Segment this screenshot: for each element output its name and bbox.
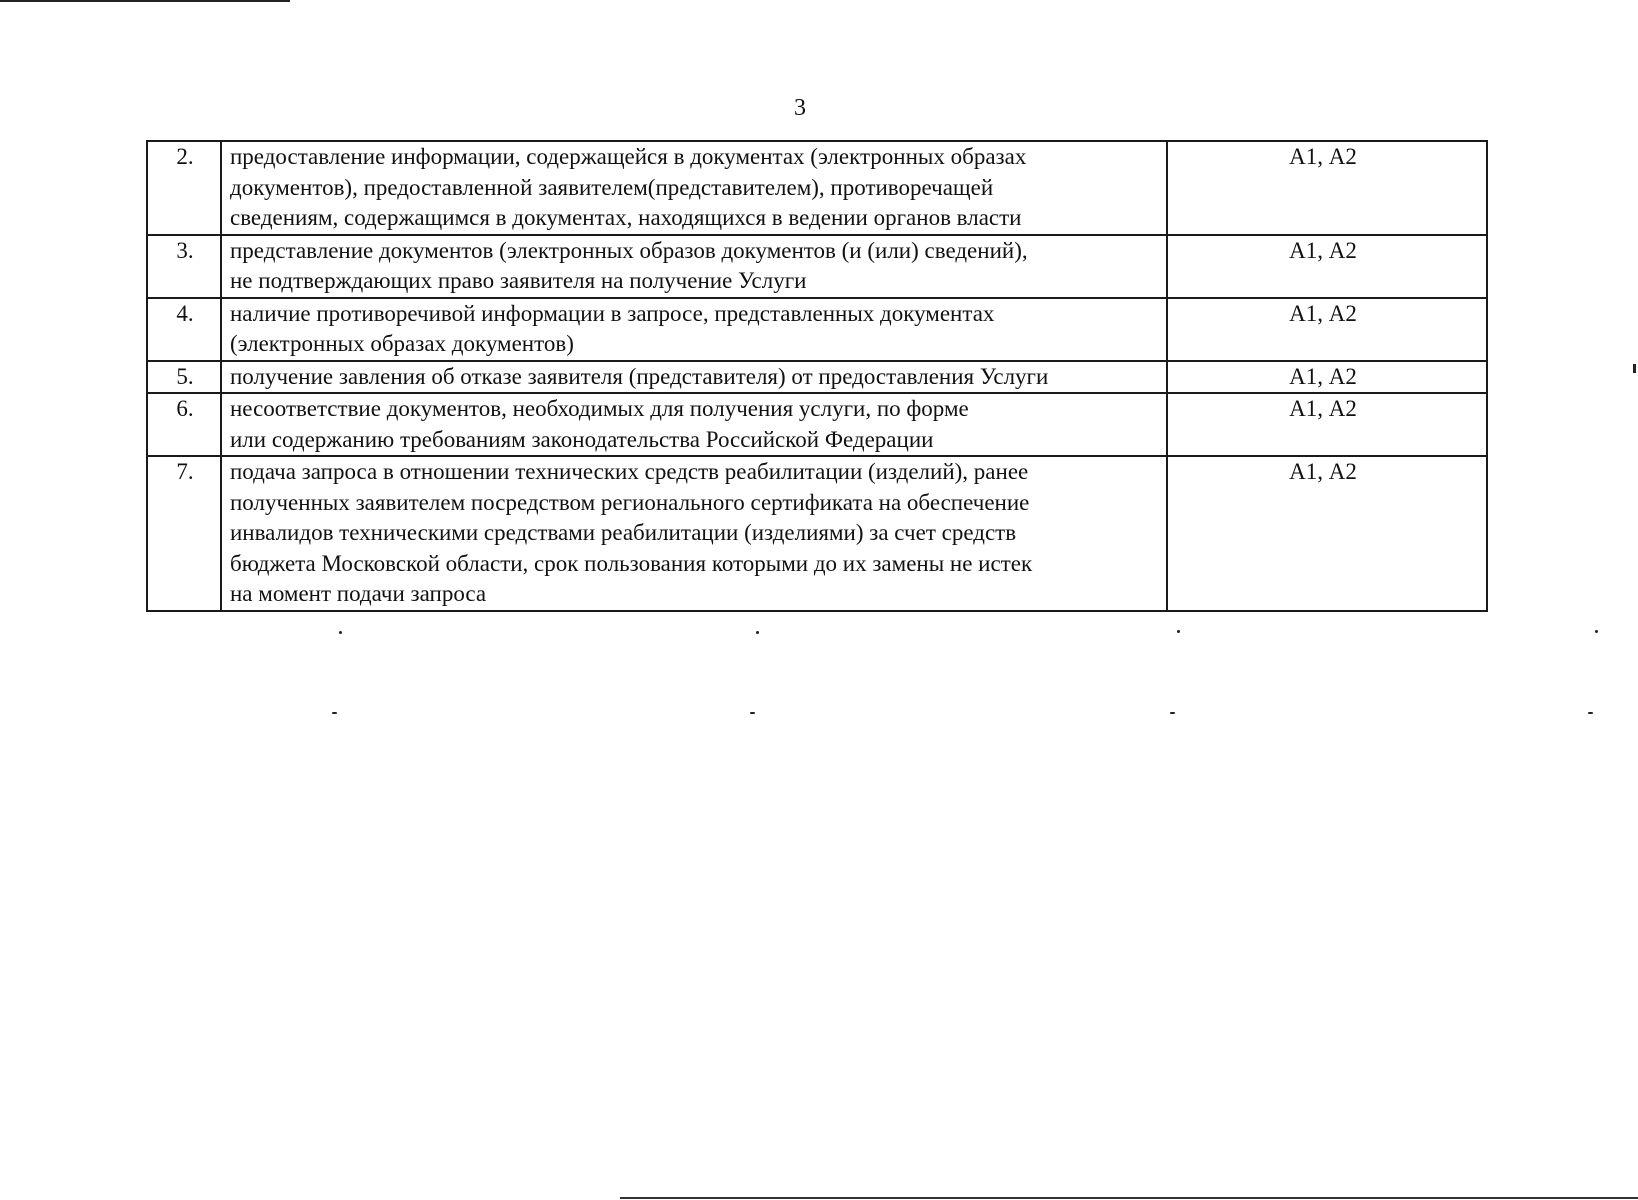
scan-speck [1595, 630, 1598, 633]
scan-speck [332, 712, 337, 714]
codes-text: А1, А2 [1289, 144, 1357, 169]
codes-text: А1, А2 [1289, 237, 1357, 263]
description-line: несоответствие документов, необходимых для получения услуги, по форме [230, 396, 969, 421]
description-line: предоставление информации, содержащейся в документах (электронных образах [230, 144, 1027, 169]
description-line: на момент подачи запроса [230, 581, 487, 606]
description-line: (электронных образах документов) [230, 331, 574, 356]
row-description [221, 235, 1167, 298]
row-number: 6. [147, 393, 221, 456]
table-row [147, 141, 1487, 235]
row-number: 4. [147, 298, 221, 361]
row-description [221, 393, 1167, 456]
description-line: представление документов (электронных образов документов (и (или) сведений), [230, 237, 1028, 263]
row-codes [1167, 235, 1487, 298]
row-codes [1167, 456, 1487, 611]
description-line: полученных заявителем посредством регионального сертификата на обеспечение [230, 489, 1030, 515]
row-codes [1167, 361, 1487, 394]
scan-speck [339, 631, 342, 634]
row-description [221, 361, 1167, 394]
scan-speck [750, 712, 755, 714]
table-row [147, 235, 1487, 298]
row-codes [1167, 393, 1487, 456]
table-row [147, 298, 1487, 361]
scan-top-rule [0, 0, 290, 2]
scan-bottom-rule [620, 1197, 1638, 1199]
scan-speck [756, 631, 759, 634]
row-number: 3. [147, 235, 221, 298]
scan-speck [1177, 630, 1180, 633]
table-row [147, 456, 1487, 611]
page-number: 3 [794, 95, 806, 121]
description-line: сведениям, содержащимся в документах, находящихся в ведении органов власти [230, 205, 1022, 230]
description-line: наличие противоречивой информации в запросе, представленных документах [230, 300, 995, 326]
scan-edge-mark [1633, 364, 1636, 373]
description-line: документов), предоставленной заявителем(представителем), противоречащей [230, 174, 994, 200]
scan-speck [1588, 712, 1593, 714]
scan-speck [1170, 712, 1175, 714]
description-line: получение завления об отказе заявителя (представителя) от предоставления Услуги [230, 363, 1049, 389]
table-row [147, 361, 1487, 394]
description-line: бюджета Московской области, срок пользования которыми до их замены не истек [230, 550, 1033, 576]
codes-text: А1, А2 [1289, 300, 1357, 326]
description-line: не подтверждающих право заявителя на получение Услуги [230, 268, 807, 293]
row-number: 2. [147, 141, 221, 235]
codes-text: А1, А2 [1289, 459, 1357, 484]
description-line: или содержанию требованиям законодательства Российской Федерации [230, 426, 934, 452]
row-codes [1167, 298, 1487, 361]
description-line: подача запроса в отношении технических средств реабилитации (изделий), ранее [230, 459, 1029, 484]
row-number: 7. [147, 456, 221, 611]
refusal-grounds-table [146, 140, 1488, 612]
table-row [147, 393, 1487, 456]
row-description [221, 298, 1167, 361]
row-number: 5. [147, 361, 221, 394]
codes-text: А1, А2 [1289, 396, 1357, 421]
row-description [221, 141, 1167, 235]
row-description [221, 456, 1167, 611]
row-codes [1167, 141, 1487, 235]
description-line: инвалидов техническими средствами реабилитации (изделиями) за счет средств [230, 520, 1017, 545]
codes-text: А1, А2 [1289, 363, 1357, 389]
